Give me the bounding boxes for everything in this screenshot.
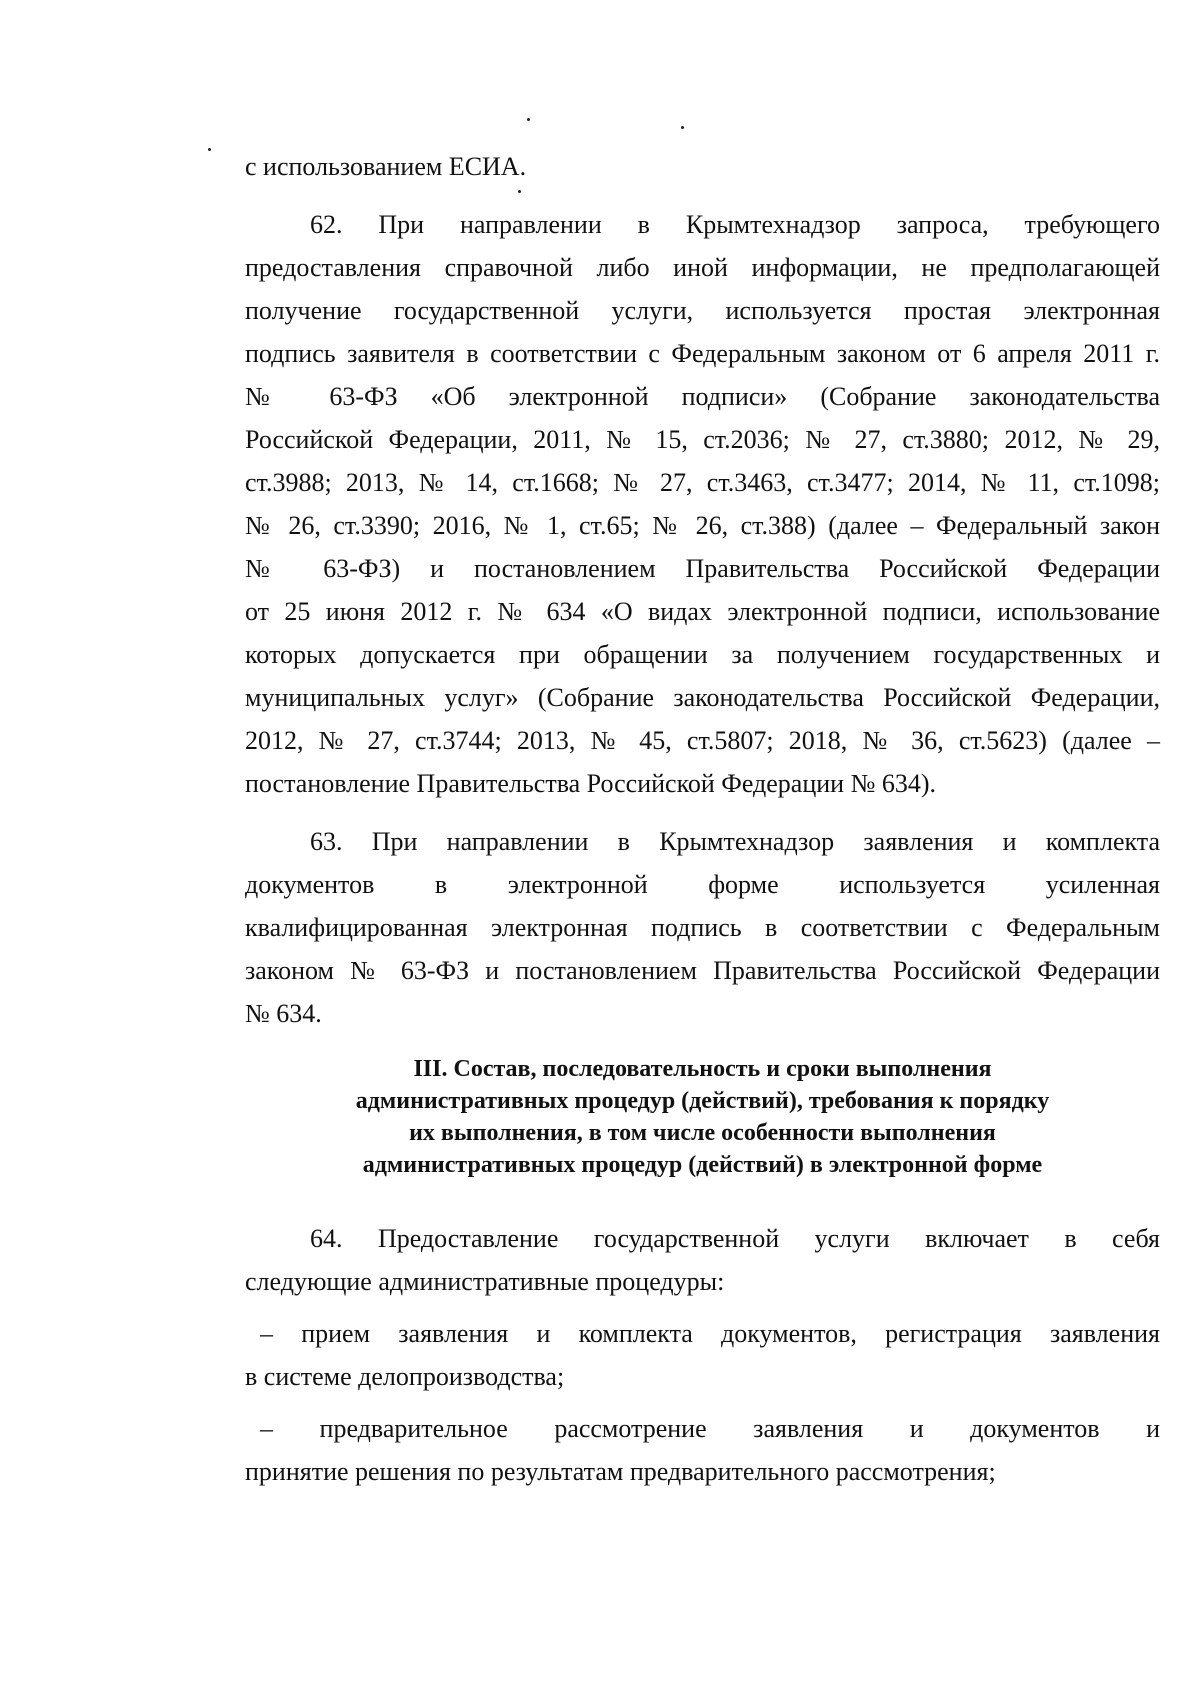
paragraph-64-line: 64. Предоставление государственной услуги включает в себя bbox=[310, 1224, 1160, 1253]
scan-speck bbox=[527, 118, 530, 121]
paragraph-63-line: документов в электронной форме используется усиленная bbox=[245, 870, 1160, 899]
paragraph-62-line: постановление Правительства Российской Федерации № 634). bbox=[245, 769, 937, 798]
paragraph-63-line: квалифицированная электронная подпись в соответствии с Федеральным bbox=[245, 913, 1160, 942]
section-heading-line: административных процедур (действий) в электронной форме bbox=[362, 1152, 1043, 1178]
paragraph-62-line: 2012, № 27, ст.3744; 2013, № 45, ст.5807; 2018, № 36, ст.5623) (далее – bbox=[245, 726, 1160, 755]
scan-speck bbox=[681, 126, 684, 129]
paragraph-62-line: которых допускается при обращении за получением государственных и bbox=[245, 640, 1160, 669]
paragraph-62-line: подпись заявителя в соответствии с Федеральным законом от 6 апреля 2011 г. bbox=[245, 339, 1160, 368]
list-item-line: в системе делопроизводства; bbox=[245, 1362, 565, 1391]
list-item-line: – прием заявления и комплекта документов, регистрация заявления bbox=[260, 1319, 1160, 1348]
paragraph-62-line: № 63-ФЗ «Об электронной подписи» (Собрание законодательства bbox=[245, 382, 1160, 411]
scan-speck bbox=[518, 190, 521, 193]
paragraph-62-line: предоставления справочной либо иной информации, не предполагающей bbox=[245, 253, 1160, 282]
paragraph-62-line: получение государственной услуги, используется простая электронная bbox=[245, 296, 1160, 325]
paragraph-63-line: 63. При направлении в Крымтехнадзор заявления и комплекта bbox=[310, 827, 1160, 856]
paragraph-63-line: № 634. bbox=[245, 999, 322, 1028]
paragraph-62-line: № 63-ФЗ) и постановлением Правительства Российской Федерации bbox=[245, 554, 1160, 583]
section-heading-line: III. Состав, последовательность и сроки выполнения bbox=[413, 1056, 992, 1082]
paragraph-62-line: 62. При направлении в Крымтехнадзор запроса, требующего bbox=[310, 210, 1160, 239]
text-line: с использованием ЕСИА. bbox=[245, 152, 527, 181]
list-item-line: принятие решения по результатам предварительного рассмотрения; bbox=[245, 1457, 996, 1486]
section-heading-line: их выполнения, в том числе особенности выполнения bbox=[409, 1120, 996, 1146]
paragraph-64-line: следующие административные процедуры: bbox=[245, 1267, 725, 1296]
scan-speck bbox=[208, 148, 211, 151]
paragraph-62-line: № 26, ст.3390; 2016, № 1, ст.65; № 26, ст.388) (далее – Федеральный закон bbox=[245, 511, 1160, 540]
paragraph-62-line: от 25 июня 2012 г. № 634 «О видах электронной подписи, использование bbox=[245, 597, 1160, 626]
paragraph-63-line: законом № 63-ФЗ и постановлением Правительства Российской Федерации bbox=[245, 956, 1160, 985]
section-heading-line: административных процедур (действий), требования к порядку bbox=[355, 1088, 1050, 1114]
list-item-line: – предварительное рассмотрение заявления и документов и bbox=[260, 1414, 1160, 1443]
paragraph-62-line: Российской Федерации, 2011, № 15, ст.2036; № 27, ст.3880; 2012, № 29, bbox=[245, 425, 1160, 454]
paragraph-62-line: муниципальных услуг» (Собрание законодательства Российской Федерации, bbox=[245, 683, 1160, 712]
paragraph-62-line: ст.3988; 2013, № 14, ст.1668; № 27, ст.3463, ст.3477; 2014, № 11, ст.1098; bbox=[245, 468, 1160, 497]
